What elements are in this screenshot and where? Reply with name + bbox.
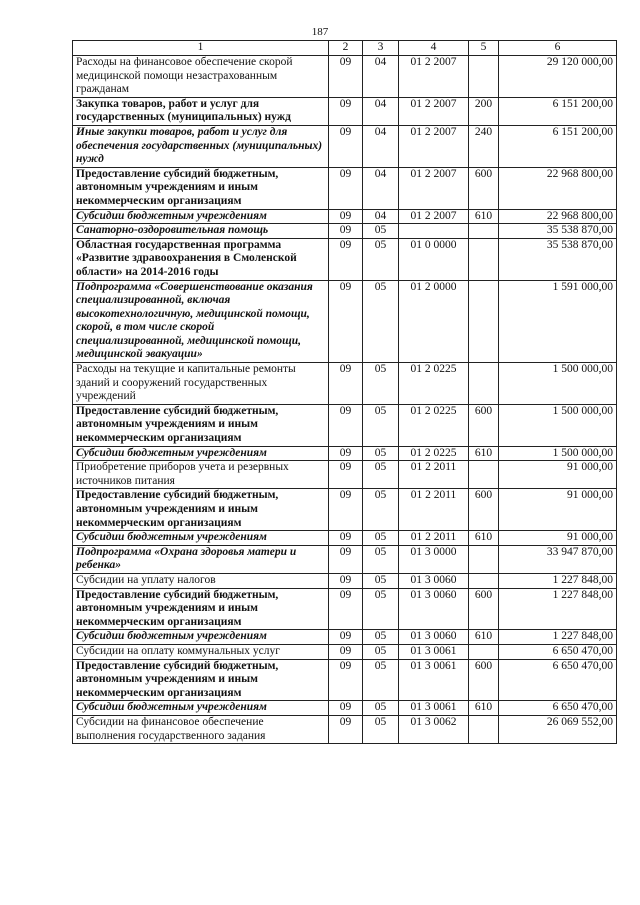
row-amount-cell: 6 650 470,00 (499, 659, 617, 701)
row-target-code-cell: 01 2 0000 (399, 280, 469, 363)
row-target-code-cell: 01 2 2007 (399, 97, 469, 125)
row-target-code-cell: 01 3 0060 (399, 573, 469, 588)
table-row (73, 531, 617, 546)
row-amount-cell: 91 000,00 (499, 489, 617, 531)
row-name-cell: Субсидии бюджетным учреждениям (73, 446, 329, 461)
row-amount-cell: 1 500 000,00 (499, 446, 617, 461)
row-amount-cell: 1 227 848,00 (499, 630, 617, 645)
row-target-code-cell (399, 224, 469, 239)
row-name-cell: Субсидии на финансовое обеспечение выполнения государственного задания (73, 715, 329, 743)
row-subsection-cell: 04 (363, 167, 399, 209)
header-col-6: 6 (499, 41, 617, 56)
row-section-cell: 09 (329, 715, 363, 743)
row-target-code-cell: 01 3 0061 (399, 701, 469, 716)
row-expense-type-cell (469, 238, 499, 280)
row-subsection-cell: 04 (363, 209, 399, 224)
row-section-cell: 09 (329, 224, 363, 239)
row-amount-cell: 33 947 870,00 (499, 545, 617, 573)
row-expense-type-cell (469, 461, 499, 489)
row-name-cell: Приобретение приборов учета и резервных источников питания (73, 461, 329, 489)
header-col-5: 5 (469, 41, 499, 56)
row-name-cell: Субсидии на уплату налогов (73, 573, 329, 588)
row-expense-type-cell: 600 (469, 588, 499, 630)
row-target-code-cell: 01 2 0225 (399, 404, 469, 446)
row-section-cell: 09 (329, 238, 363, 280)
row-target-code-cell: 01 2 2011 (399, 531, 469, 546)
row-subsection-cell: 05 (363, 489, 399, 531)
header-col-3: 3 (363, 41, 399, 56)
row-amount-cell: 91 000,00 (499, 461, 617, 489)
page-number: 187 (311, 26, 329, 38)
table-row (73, 209, 617, 224)
row-amount-cell: 1 500 000,00 (499, 404, 617, 446)
budget-table (72, 40, 617, 744)
row-expense-type-cell: 610 (469, 209, 499, 224)
header-col-4: 4 (399, 41, 469, 56)
row-target-code-cell: 01 2 2007 (399, 167, 469, 209)
row-section-cell: 09 (329, 209, 363, 224)
row-subsection-cell: 05 (363, 224, 399, 239)
row-name-cell: Расходы на текущие и капитальные ремонты зданий и сооружений государственных учреждений (73, 363, 329, 405)
row-target-code-cell: 01 2 2007 (399, 56, 469, 98)
row-name-cell: Предоставление субсидий бюджетным, автономным учреждениям и иным некоммерческим организациям (73, 659, 329, 701)
row-amount-cell: 22 968 800,00 (499, 167, 617, 209)
table-row (73, 644, 617, 659)
row-target-code-cell: 01 3 0060 (399, 630, 469, 645)
row-subsection-cell: 04 (363, 125, 399, 167)
table-row (73, 659, 617, 701)
row-expense-type-cell (469, 545, 499, 573)
row-target-code-cell: 01 3 0061 (399, 644, 469, 659)
row-name-cell: Предоставление субсидий бюджетным, автономным учреждениям и иным некоммерческим организациям (73, 167, 329, 209)
table-row (73, 167, 617, 209)
table-row (73, 573, 617, 588)
row-name-cell: Субсидии на оплату коммунальных услуг (73, 644, 329, 659)
row-expense-type-cell: 610 (469, 446, 499, 461)
table-row (73, 280, 617, 363)
row-amount-cell: 1 500 000,00 (499, 363, 617, 405)
row-target-code-cell: 01 3 0061 (399, 659, 469, 701)
row-name-cell: Закупка товаров, работ и услуг для государственных (муниципальных) нужд (73, 97, 329, 125)
row-name-cell: Предоставление субсидий бюджетным, автономным учреждениям и иным некоммерческим организациям (73, 489, 329, 531)
row-section-cell: 09 (329, 446, 363, 461)
row-target-code-cell: 01 2 2007 (399, 125, 469, 167)
table-header-row (73, 41, 617, 56)
header-col-1: 1 (73, 41, 329, 56)
row-section-cell: 09 (329, 404, 363, 446)
row-name-cell: Субсидии бюджетным учреждениям (73, 701, 329, 716)
row-expense-type-cell (469, 644, 499, 659)
table-row (73, 446, 617, 461)
row-section-cell: 09 (329, 125, 363, 167)
row-subsection-cell: 05 (363, 588, 399, 630)
table-row (73, 545, 617, 573)
row-subsection-cell: 04 (363, 56, 399, 98)
row-name-cell: Подпрограмма «Совершенствование оказания специализированной, включая высокотехнологичную, медицинской помощи, скорой, в том числе скорой специализированной, медицинской помощи, медицинской эвакуации» (73, 280, 329, 363)
table-row (73, 630, 617, 645)
row-subsection-cell: 05 (363, 573, 399, 588)
row-expense-type-cell (469, 573, 499, 588)
row-section-cell: 09 (329, 56, 363, 98)
row-expense-type-cell: 610 (469, 630, 499, 645)
table-row (73, 461, 617, 489)
row-name-cell: Предоставление субсидий бюджетным, автономным учреждениям и иным некоммерческим организациям (73, 588, 329, 630)
row-section-cell: 09 (329, 461, 363, 489)
table-row (73, 701, 617, 716)
row-section-cell: 09 (329, 630, 363, 645)
row-expense-type-cell: 600 (469, 404, 499, 446)
row-subsection-cell: 05 (363, 280, 399, 363)
row-name-cell: Субсидии бюджетным учреждениям (73, 630, 329, 645)
row-expense-type-cell (469, 715, 499, 743)
row-subsection-cell: 05 (363, 363, 399, 405)
table-row (73, 715, 617, 743)
row-amount-cell: 35 538 870,00 (499, 224, 617, 239)
row-target-code-cell: 01 2 0225 (399, 446, 469, 461)
row-amount-cell: 29 120 000,00 (499, 56, 617, 98)
row-section-cell: 09 (329, 280, 363, 363)
table-row (73, 125, 617, 167)
row-target-code-cell: 01 3 0060 (399, 588, 469, 630)
table-row (73, 588, 617, 630)
row-subsection-cell: 05 (363, 659, 399, 701)
row-subsection-cell: 05 (363, 531, 399, 546)
table-row (73, 489, 617, 531)
row-amount-cell: 6 151 200,00 (499, 97, 617, 125)
row-target-code-cell: 01 2 2007 (399, 209, 469, 224)
row-expense-type-cell: 200 (469, 97, 499, 125)
row-target-code-cell: 01 3 0000 (399, 545, 469, 573)
row-amount-cell: 6 650 470,00 (499, 701, 617, 716)
row-expense-type-cell (469, 280, 499, 363)
table-row (73, 224, 617, 239)
row-section-cell: 09 (329, 489, 363, 531)
row-amount-cell: 91 000,00 (499, 531, 617, 546)
row-section-cell: 09 (329, 363, 363, 405)
table-row (73, 363, 617, 405)
row-amount-cell: 1 591 000,00 (499, 280, 617, 363)
row-amount-cell: 1 227 848,00 (499, 573, 617, 588)
row-section-cell: 09 (329, 167, 363, 209)
row-name-cell: Иные закупки товаров, работ и услуг для обеспечения государственных (муниципальных) нужд (73, 125, 329, 167)
row-subsection-cell: 05 (363, 644, 399, 659)
row-section-cell: 09 (329, 588, 363, 630)
row-subsection-cell: 05 (363, 701, 399, 716)
row-name-cell: Предоставление субсидий бюджетным, автономным учреждениям и иным некоммерческим организациям (73, 404, 329, 446)
row-expense-type-cell: 600 (469, 489, 499, 531)
table-row (73, 404, 617, 446)
row-section-cell: 09 (329, 97, 363, 125)
row-section-cell: 09 (329, 644, 363, 659)
row-amount-cell: 22 968 800,00 (499, 209, 617, 224)
row-target-code-cell: 01 3 0062 (399, 715, 469, 743)
header-col-2: 2 (329, 41, 363, 56)
row-subsection-cell: 05 (363, 715, 399, 743)
row-subsection-cell: 05 (363, 461, 399, 489)
row-expense-type-cell: 240 (469, 125, 499, 167)
row-subsection-cell: 05 (363, 545, 399, 573)
row-name-cell: Областная государственная программа «Развитие здравоохранения в Смоленской области» на 2014-2016 годы (73, 238, 329, 280)
row-name-cell: Подпрограмма «Охрана здоровья матери и ребенка» (73, 545, 329, 573)
row-amount-cell: 35 538 870,00 (499, 238, 617, 280)
row-expense-type-cell: 610 (469, 701, 499, 716)
row-expense-type-cell: 600 (469, 167, 499, 209)
row-name-cell: Санаторно-оздоровительная помощь (73, 224, 329, 239)
row-expense-type-cell: 610 (469, 531, 499, 546)
row-expense-type-cell (469, 363, 499, 405)
row-name-cell: Расходы на финансовое обеспечение скорой медицинской помощи незастрахованным гражданам (73, 56, 329, 98)
table-row (73, 97, 617, 125)
row-section-cell: 09 (329, 573, 363, 588)
row-target-code-cell: 01 2 2011 (399, 461, 469, 489)
row-amount-cell: 26 069 552,00 (499, 715, 617, 743)
row-amount-cell: 6 650 470,00 (499, 644, 617, 659)
row-section-cell: 09 (329, 701, 363, 716)
row-subsection-cell: 05 (363, 238, 399, 280)
row-expense-type-cell (469, 56, 499, 98)
table-row (73, 56, 617, 98)
row-target-code-cell: 01 2 0225 (399, 363, 469, 405)
table-row (73, 238, 617, 280)
row-name-cell: Субсидии бюджетным учреждениям (73, 531, 329, 546)
row-section-cell: 09 (329, 659, 363, 701)
row-expense-type-cell: 600 (469, 659, 499, 701)
row-section-cell: 09 (329, 545, 363, 573)
row-subsection-cell: 05 (363, 404, 399, 446)
row-name-cell: Субсидии бюджетным учреждениям (73, 209, 329, 224)
row-amount-cell: 6 151 200,00 (499, 125, 617, 167)
row-expense-type-cell (469, 224, 499, 239)
row-section-cell: 09 (329, 531, 363, 546)
row-subsection-cell: 05 (363, 446, 399, 461)
row-target-code-cell: 01 2 2011 (399, 489, 469, 531)
row-subsection-cell: 04 (363, 97, 399, 125)
row-amount-cell: 1 227 848,00 (499, 588, 617, 630)
row-target-code-cell: 01 0 0000 (399, 238, 469, 280)
row-subsection-cell: 05 (363, 630, 399, 645)
